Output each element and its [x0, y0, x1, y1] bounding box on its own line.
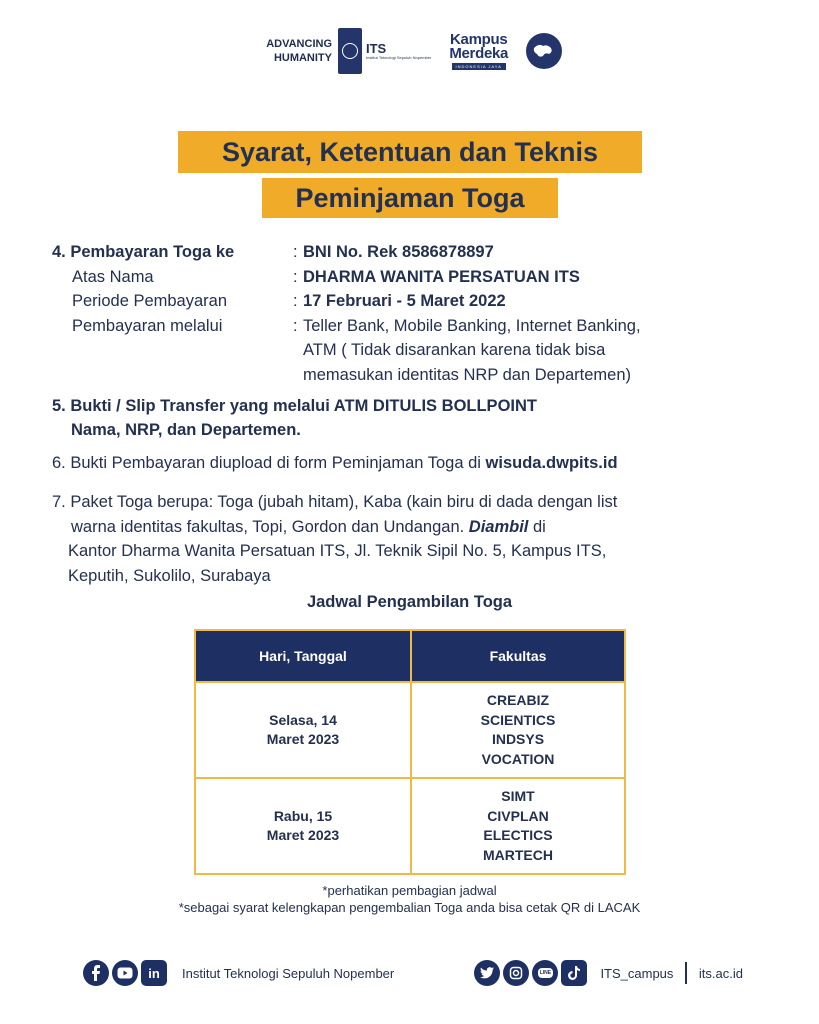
payment-row-account-name: Atas Nama : DHARMA WANITA PERSATUAN ITS: [72, 267, 580, 286]
account-number: BNI No. Rek 8586878897: [303, 243, 494, 261]
payment-row-period: Periode Pembayaran : 17 Februari - 5 Maret 2022: [72, 292, 506, 310]
footer: [83, 958, 743, 988]
footer-divider: [685, 962, 687, 984]
header-logos: [258, 26, 568, 76]
item-7-toga-package: 7. Paket Toga berupa: Toga (jubah hitam), Kaba (kain biru di dada dengan list warna identitas fakultas, Topi, Gordon dan Undangan. Diambil di Kantor Dharma Wanita Persatuan ITS, Jl. Teknik Sipil No. 5, Kampus ITS, Keputih, Sukolilo, Surabaya: [52, 493, 618, 585]
note-qr: *sebagai syarat kelengkapan pengembalian Toga anda bisa cetak QR di LACAK: [178, 900, 641, 915]
tiktok-icon[interactable]: [561, 960, 587, 986]
schedule-faculty-cell: SIMT CIVPLAN ELECTICS MARTECH: [411, 778, 625, 874]
globe-icon: [531, 40, 557, 62]
twitter-icon[interactable]: [474, 960, 500, 986]
note-schedule: *perhatikan pembagian jadwal: [322, 883, 497, 898]
header-faculty: Fakultas: [411, 630, 625, 682]
payment-method-continued-1: ATM ( Tidak disarankan karena tidak bisa: [303, 341, 606, 359]
kampus-merdeka-logo: Kampus Merdeka INDONESIA JAYA: [449, 30, 509, 69]
payment-row-account: 4. Pembayaran Toga ke : BNI No. Rek 8586878897: [52, 243, 494, 261]
advancing-humanity-tagline: ADVANCING HUMANITY: [266, 38, 332, 64]
schedule-faculty-cell: CREABIZ SCIENTICS INDSYS VOCATION: [411, 682, 625, 778]
payment-method-continued-2: memasukan identitas NRP dan Departemen): [303, 365, 632, 384]
title-banner-line2: Peminjaman Toga: [262, 178, 558, 218]
its-logo-text: ITS Institut Teknologi Sepuluh Nopember: [366, 41, 432, 60]
line-icon[interactable]: LINE: [532, 960, 558, 986]
schedule-day-cell: Rabu, 15 Maret 2023: [195, 778, 411, 874]
facebook-icon[interactable]: [83, 960, 109, 986]
footer-social-handle[interactable]: ITS_campus: [600, 965, 674, 981]
footer-website-link[interactable]: its.ac.id: [698, 965, 743, 981]
youtube-icon[interactable]: [112, 960, 138, 986]
table-row: [195, 682, 625, 778]
its-crest-logo: [338, 28, 362, 74]
instagram-icon[interactable]: [503, 960, 529, 986]
item-4-payment-details: [52, 240, 641, 387]
linkedin-icon[interactable]: in: [141, 960, 167, 986]
item-6-upload-proof: 6. Bukti Pembayaran diupload di form Peminjaman Toga di wisuda.dwpits.id: [52, 454, 618, 472]
footer-institution: Institut Teknologi Sepuluh Nopember: [182, 965, 395, 981]
its-reach-for-the-top-logo: [526, 33, 562, 69]
schedule-title: Jadwal Pengambilan Toga: [306, 593, 513, 611]
schedule-header-row: [195, 630, 625, 682]
schedule-table: [194, 629, 626, 875]
title-banner-line1: Syarat, Ketentuan dan Teknis: [178, 131, 642, 173]
schedule-day-cell: Selasa, 14 Maret 2023: [195, 682, 411, 778]
payment-row-method: Pembayaran melalui : Teller Bank, Mobile Banking, Internet Banking,: [72, 316, 641, 335]
table-row: [195, 778, 625, 874]
header-day-date: Hari, Tanggal: [195, 630, 411, 682]
footnotes: [0, 882, 819, 916]
wisuda-link[interactable]: wisuda.dwpits.id: [485, 454, 618, 472]
item-5-transfer-proof: 5. Bukti / Slip Transfer yang melalui ATM DITULIS BOLLPOINT Nama, NRP, dan Departemen.: [52, 397, 537, 439]
